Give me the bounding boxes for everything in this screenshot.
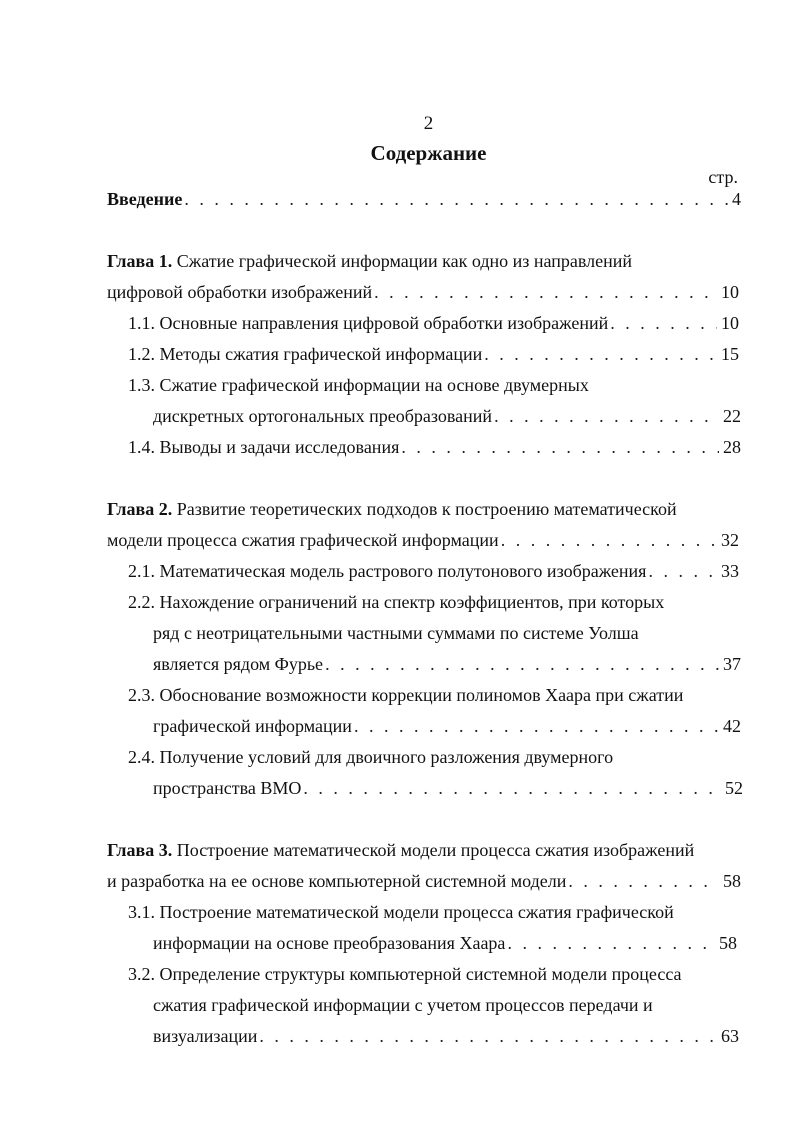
dot-leader <box>259 1024 717 1048</box>
toc-section-2-3-line1 <box>128 683 683 707</box>
toc-section-3-1-line1 <box>128 900 674 924</box>
toc-chapter-3-title-line2 <box>107 869 741 893</box>
page-column-label: стр. <box>708 167 738 187</box>
dot-leader <box>610 311 717 335</box>
dot-leader <box>401 435 719 459</box>
section-title: 3.2. Определение структуры компьютерной системной модели процесса <box>128 964 682 984</box>
toc-section-2-2-line3 <box>153 652 741 676</box>
toc-section-1-2 <box>128 342 739 366</box>
chapter-title: Сжатие графической информации как одно из направлений <box>176 251 632 271</box>
toc-chapter-2-title-line1 <box>107 497 677 521</box>
dot-leader <box>507 931 715 955</box>
toc-page-number: 15 <box>721 344 739 364</box>
toc-section-1-1 <box>128 311 739 335</box>
section-title: графической информации <box>153 716 352 736</box>
toc-page-number: 10 <box>721 282 739 302</box>
toc-page-number: 28 <box>723 437 741 457</box>
toc-page-number: 37 <box>723 654 741 674</box>
chapter-title: Построение математической модели процесса сжатия изображений <box>176 840 695 860</box>
section-title: 1.1. Основные направления цифровой обработки изображений <box>128 313 609 333</box>
toc-page-number: 52 <box>725 778 743 798</box>
toc-chapter-1-title-line1 <box>107 249 632 273</box>
toc-section-1-3-line2 <box>153 404 741 428</box>
chapter-heading: Глава 2. <box>107 499 173 519</box>
toc-section-1-3-line1 <box>128 373 589 397</box>
toc-page-number: 42 <box>723 716 741 736</box>
toc-section-2-2-line2 <box>153 621 639 645</box>
toc-section-2-3-line2 <box>153 714 741 738</box>
toc-page-number: 10 <box>721 313 739 333</box>
section-title: 2.3. Обоснование возможности коррекции полиномов Хаара при сжатии <box>128 685 684 705</box>
chapter-title: модели процесса сжатия графической информации <box>107 530 499 550</box>
toc-chapter-2-title-line2 <box>107 528 739 552</box>
chapter-heading: Глава 1. <box>107 251 173 271</box>
dot-leader <box>648 559 717 583</box>
toc-section-2-1 <box>128 559 739 583</box>
toc-entry-introduction <box>107 187 741 211</box>
section-title: 1.3. Сжатие графической информации на основе двумерных <box>128 375 589 395</box>
dot-leader <box>354 714 719 738</box>
section-title: 2.1. Математическая модель растрового полутонового изображения <box>128 561 647 581</box>
chapter-title: цифровой обработки изображений <box>107 282 373 302</box>
dot-leader <box>568 869 719 893</box>
section-title: 1.4. Выводы и задачи исследования <box>128 437 400 457</box>
toc-chapter-3-title-line1 <box>107 838 694 862</box>
toc-section-2-2-line1 <box>128 590 664 614</box>
dot-leader <box>494 404 719 428</box>
toc-chapter-1-title-line2 <box>107 280 739 304</box>
toc-page-number: 32 <box>721 530 739 550</box>
toc-page-number: 22 <box>723 406 741 426</box>
toc-section-3-2-line2 <box>153 993 653 1017</box>
toc-entry-label: Введение <box>107 189 183 209</box>
section-title: пространства ВМО <box>153 778 302 798</box>
dot-leader <box>303 776 721 800</box>
toc-section-3-2-line3 <box>153 1024 739 1048</box>
page-title: Содержание <box>370 141 487 165</box>
section-title: является рядом Фурье <box>153 654 324 674</box>
section-title: дискретных ортогональных преобразований <box>153 406 493 426</box>
dot-leader <box>484 342 717 366</box>
toc-section-3-1-line2 <box>153 931 737 955</box>
toc-page-number: 58 <box>719 933 737 953</box>
section-title: визуализации <box>153 1026 258 1046</box>
dot-leader <box>184 187 728 211</box>
page-number: 2 <box>423 113 434 134</box>
toc-section-2-4-line1 <box>128 745 613 769</box>
chapter-title: и разработка на ее основе компьютерной системной модели <box>107 871 567 891</box>
section-title: 3.1. Построение математической модели процесса сжатия графической <box>128 902 674 922</box>
toc-section-3-2-line1 <box>128 962 682 986</box>
toc-page-number: 33 <box>721 561 739 581</box>
section-title: ряд с неотрицательными частными суммами по системе Уолша <box>153 623 639 643</box>
toc-section-2-4-line2 <box>153 776 743 800</box>
dot-leader <box>501 528 717 552</box>
toc-page-number: 4 <box>732 189 741 209</box>
section-title: сжатия графической информации с учетом процессов передачи и <box>153 995 653 1015</box>
section-title: информации на основе преобразования Хаара <box>153 933 506 953</box>
dot-leader <box>325 652 719 676</box>
toc-page-number: 58 <box>723 871 741 891</box>
dot-leader <box>374 280 717 304</box>
section-title: 1.2. Методы сжатия графической информации <box>128 344 483 364</box>
chapter-title: Развитие теоретических подходов к построению математической <box>176 499 677 519</box>
toc-page-number: 63 <box>721 1026 739 1046</box>
section-title: 2.2. Нахождение ограничений на спектр коэффициентов, при которых <box>128 592 665 612</box>
toc-section-1-4 <box>128 435 741 459</box>
chapter-heading: Глава 3. <box>107 840 173 860</box>
section-title: 2.4. Получение условий для двоичного разложения двумерного <box>128 747 614 767</box>
